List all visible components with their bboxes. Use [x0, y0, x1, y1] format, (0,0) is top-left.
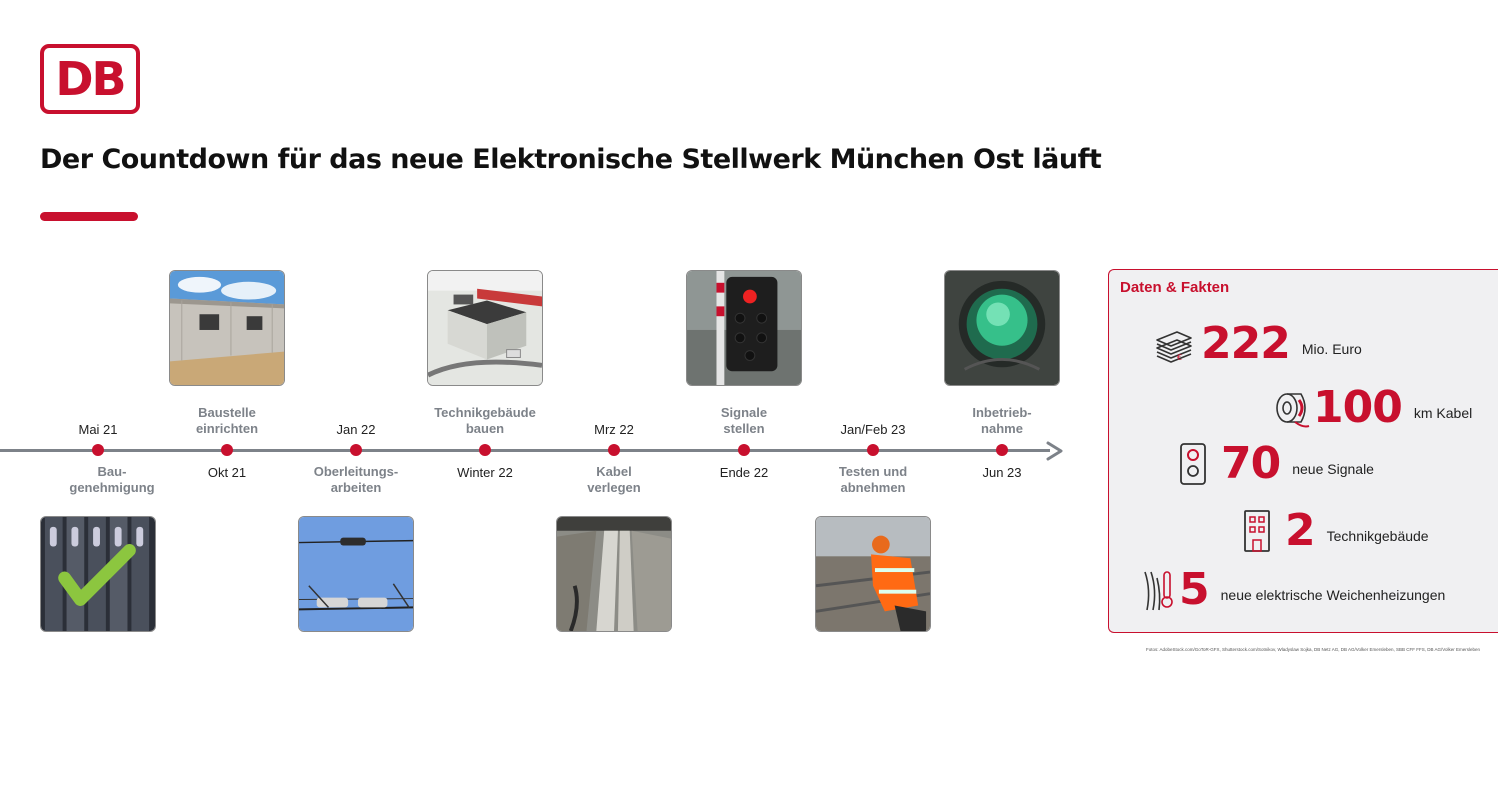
fact-value: 222	[1201, 318, 1290, 369]
photo-cable-trough	[556, 516, 672, 632]
milestone-date: Ende 22	[719, 465, 769, 480]
facts-panel	[1108, 269, 1498, 633]
milestone-dot	[92, 444, 104, 456]
milestone-date: Jan 22	[336, 422, 376, 437]
building-icon	[1237, 509, 1277, 553]
fact-switch-heaters	[1139, 564, 1446, 615]
photo-green-signal-light	[944, 270, 1060, 386]
fact-unit: km Kabel	[1413, 405, 1473, 421]
photo-railway-signal	[686, 270, 802, 386]
milestone-label: Bau- genehmigung	[69, 464, 155, 495]
photo-overhead-line	[298, 516, 414, 632]
photo-worker-on-track	[815, 516, 931, 632]
fact-unit: Mio. Euro	[1301, 341, 1362, 357]
fact-budget	[1153, 318, 1362, 369]
milestone-label: Baustelle einrichten	[195, 405, 259, 436]
photo-technical-building	[427, 270, 543, 386]
fact-buildings	[1237, 505, 1429, 556]
fact-cable	[1273, 382, 1473, 433]
money-stack-icon	[1153, 322, 1193, 366]
signal-icon	[1173, 442, 1213, 486]
page-title: Der Countdown für das neue Elektronische Stellwerk München Ost läuft	[40, 144, 1102, 175]
fact-value: 70	[1221, 438, 1281, 489]
milestone-date: Mai 21	[78, 422, 118, 437]
milestone-date: Jun 23	[982, 465, 1022, 480]
milestone-label: Signale stellen	[720, 405, 768, 436]
switch-heater-icon	[1139, 568, 1179, 612]
milestone-dot	[221, 444, 233, 456]
timeline-axis	[0, 449, 1050, 452]
milestone-dot	[350, 444, 362, 456]
milestone-dot	[738, 444, 750, 456]
photo-binders-checkmark	[40, 516, 156, 632]
timeline-arrow-icon	[1043, 440, 1065, 462]
svg-text:€: €	[1177, 353, 1183, 362]
title-underline	[40, 212, 138, 221]
facts-title: Daten & Fakten	[1120, 279, 1230, 296]
db-logo	[40, 44, 140, 114]
milestone-label: Oberleitungs- arbeiten	[313, 464, 399, 495]
fact-value: 100	[1313, 382, 1402, 433]
milestone-dot	[996, 444, 1008, 456]
milestone-dot	[608, 444, 620, 456]
fact-signals	[1173, 438, 1374, 489]
fact-unit: Technikgebäude	[1326, 528, 1429, 544]
fact-value: 5	[1179, 564, 1209, 615]
milestone-date: Jan/Feb 23	[840, 422, 906, 437]
milestone-label: Inbetrieb- nahme	[972, 405, 1032, 436]
fact-unit: neue elektrische Weichenheizungen	[1220, 587, 1446, 603]
milestone-label: Technikgebäude bauen	[434, 405, 536, 436]
milestone-dot	[479, 444, 491, 456]
milestone-date: Okt 21	[207, 465, 247, 480]
logo-text: DB	[55, 52, 125, 106]
milestone-label: Kabel verlegen	[587, 464, 641, 495]
photo-site-containers	[169, 270, 285, 386]
fact-value: 2	[1285, 505, 1315, 556]
photo-credits: Fotos: AdobeStock.com/GoToR-GFX, Shutterstock.com/Sotnikov, Wladyslaw Sojka, DB Netz AG, DB AG/Volker Emersleben, SBB CFF FFS, DB AG/Volker Emersleben	[1146, 647, 1481, 652]
milestone-dot	[867, 444, 879, 456]
cable-reel-icon	[1273, 386, 1313, 430]
milestone-date: Mrz 22	[594, 422, 634, 437]
milestone-label: Testen und abnehmen	[838, 464, 908, 495]
milestone-date: Winter 22	[457, 465, 513, 480]
fact-unit: neue Signale	[1292, 461, 1374, 477]
